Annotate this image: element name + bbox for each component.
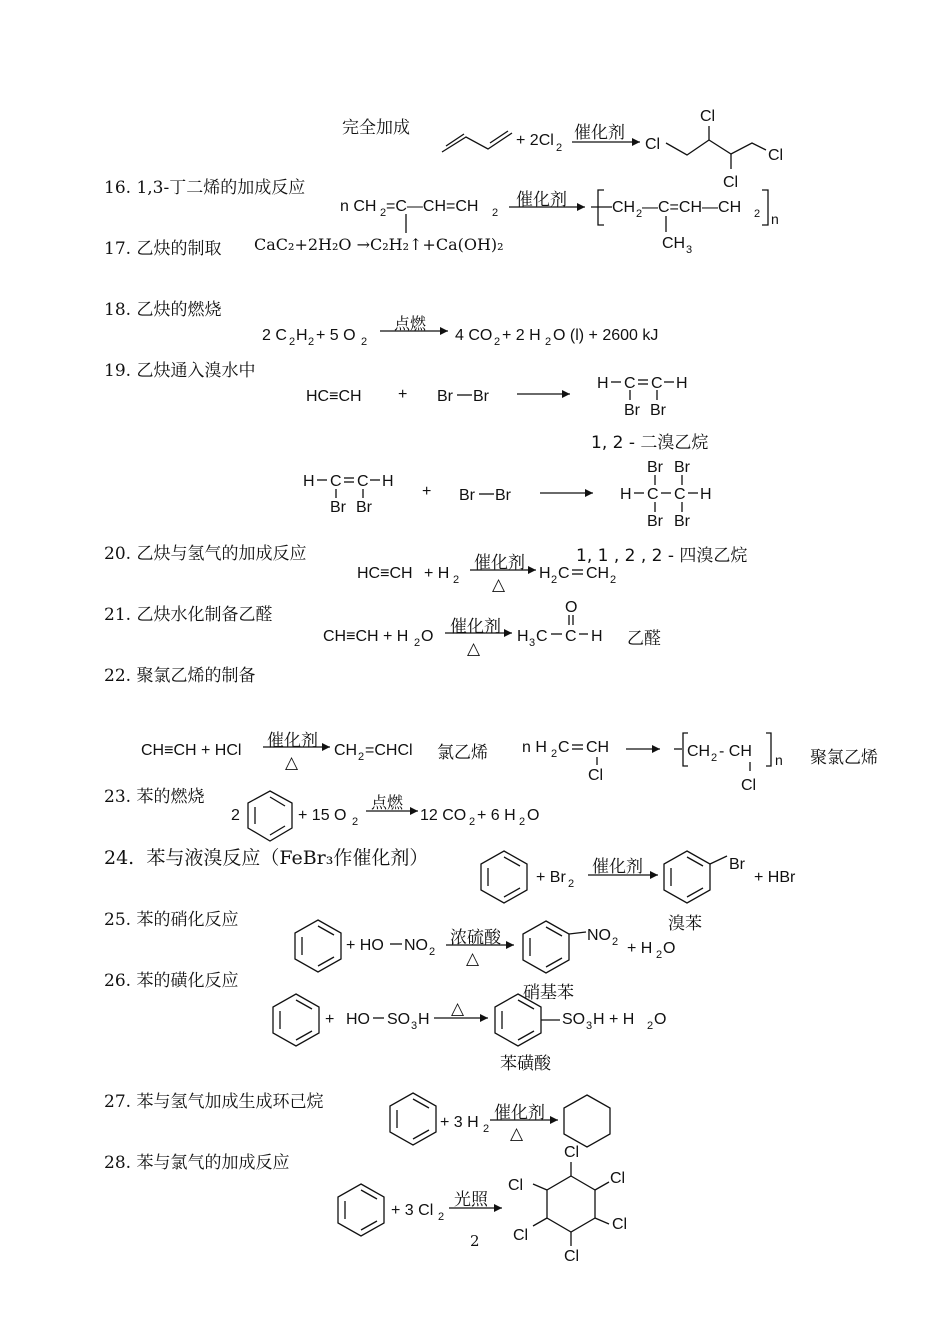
- condition-catalyst-22: 催化剂: [267, 731, 318, 751]
- svg-text:Cl: Cl: [610, 1170, 626, 1187]
- svg-text:+ 2Cl: + 2Cl: [516, 132, 554, 149]
- svg-text:2 C: 2 C: [262, 327, 287, 344]
- svg-text:2: 2: [519, 816, 526, 828]
- item-17: 17. 乙炔的制取: [104, 239, 222, 259]
- benzene-ring-27: [390, 1093, 436, 1145]
- svg-text:+ 2 H: + 2 H: [502, 327, 541, 344]
- svg-text:2: 2: [352, 816, 359, 828]
- hexachlorocyclohexane: [508, 1144, 627, 1265]
- condition-heat-20: △: [492, 575, 506, 595]
- svg-text:3: 3: [529, 637, 536, 649]
- svg-text:C: C: [647, 486, 659, 503]
- svg-text:3: 3: [686, 244, 693, 256]
- svg-text:2: 2: [414, 637, 421, 649]
- svg-text:Br: Br: [473, 388, 489, 405]
- svg-text:Br: Br: [729, 856, 745, 873]
- svg-text:Cl: Cl: [513, 1227, 529, 1244]
- svg-text:2: 2: [754, 208, 761, 220]
- svg-text:Cl: Cl: [700, 108, 716, 125]
- svg-text:2: 2: [545, 336, 552, 348]
- svg-text:H: H: [517, 628, 529, 645]
- condition-light-28: 光照: [454, 1190, 488, 1210]
- svg-text:O: O: [527, 807, 540, 824]
- svg-text:+ HBr: + HBr: [754, 869, 796, 886]
- condition-conc-sulfuric-25: 浓硫酸: [450, 928, 501, 948]
- svg-text:H: H: [418, 1011, 430, 1028]
- svg-text:O: O: [654, 1011, 667, 1028]
- svg-text:2: 2: [647, 1020, 654, 1032]
- svg-text:+ 15 O: + 15 O: [298, 807, 347, 824]
- svg-text:2: 2: [438, 1211, 445, 1223]
- svg-text:CH: CH: [586, 739, 610, 756]
- svg-text:O: O: [421, 628, 434, 645]
- svg-text:2: 2: [469, 816, 476, 828]
- svg-text:2: 2: [308, 336, 315, 348]
- svg-text:=C—CH=CH: =C—CH=CH: [386, 198, 479, 215]
- item-19: 19. 乙炔通入溴水中: [104, 361, 256, 381]
- item-22: 22. 聚氯乙烯的制备: [104, 666, 256, 686]
- bromobenzene-ring: [664, 851, 710, 903]
- svg-text:n CH: n CH: [340, 198, 377, 215]
- svg-text:+: +: [398, 386, 408, 403]
- svg-text:+ H: + H: [424, 565, 450, 582]
- svg-text:H: H: [303, 473, 315, 490]
- svg-text:3: 3: [411, 1020, 418, 1032]
- svg-text:2: 2: [568, 878, 575, 890]
- svg-text:CH: CH: [586, 565, 610, 582]
- svg-text:2: 2: [556, 142, 563, 154]
- svg-text:+ Br: + Br: [536, 869, 566, 886]
- svg-text:—C=CH—CH: —C=CH—CH: [642, 199, 742, 216]
- svg-text:2: 2: [483, 1123, 490, 1135]
- svg-text:O: O: [565, 599, 578, 616]
- condition-ignite-18: 点燃: [394, 314, 427, 333]
- item-26: 26. 苯的磺化反应: [104, 971, 239, 991]
- condition-catalyst-16: 催化剂: [516, 190, 567, 210]
- benzene-ring-23: [248, 791, 292, 841]
- svg-text:4 CO: 4 CO: [455, 327, 493, 344]
- svg-text:Br: Br: [459, 487, 475, 504]
- benzene-ring-24: [481, 851, 527, 903]
- svg-text:12 CO: 12 CO: [420, 807, 467, 824]
- svg-text:- CH: - CH: [719, 743, 752, 760]
- svg-text:C: C: [536, 628, 548, 645]
- condition-catalyst-21: 催化剂: [450, 617, 501, 637]
- item-20: 20. 乙炔与氢气的加成反应: [104, 544, 307, 564]
- svg-text:3: 3: [586, 1020, 593, 1032]
- svg-text:2: 2: [289, 336, 296, 348]
- svg-text:H: H: [539, 565, 551, 582]
- svg-text:2: 2: [358, 751, 365, 763]
- svg-text:Br: Br: [356, 499, 372, 516]
- svg-text:Br: Br: [495, 487, 511, 504]
- condition-heat-22: △: [285, 753, 299, 773]
- svg-text:2: 2: [656, 949, 663, 961]
- svg-text:+: +: [422, 483, 432, 500]
- heading-complete-addition: 完全加成: [342, 118, 410, 138]
- svg-text:CH: CH: [687, 743, 711, 760]
- svg-text:CH: CH: [612, 199, 636, 216]
- svg-text:Br: Br: [437, 388, 453, 405]
- svg-text:2: 2: [453, 574, 460, 586]
- svg-text:C: C: [558, 565, 570, 582]
- svg-text:n: n: [771, 211, 779, 227]
- svg-text:C: C: [558, 739, 570, 756]
- condition-catalyst-24: 催化剂: [592, 857, 643, 877]
- name-acetaldehyde: 乙醛: [627, 629, 661, 649]
- name-nitrobenzene: 硝基苯: [523, 983, 574, 1003]
- svg-text:Cl: Cl: [768, 147, 784, 164]
- svg-text:+ HO: + HO: [346, 937, 384, 954]
- svg-text:+ 5 O: + 5 O: [316, 327, 356, 344]
- svg-text:2: 2: [636, 208, 643, 220]
- condition-catalyst-27: 催化剂: [494, 1103, 545, 1123]
- svg-text:2: 2: [361, 336, 368, 348]
- item-23: 23. 苯的燃烧: [104, 787, 205, 807]
- svg-text:C: C: [357, 473, 369, 490]
- nitrobenzene-ring: [523, 921, 569, 973]
- svg-text:Br: Br: [624, 402, 640, 419]
- item-21: 21. 乙炔水化制备乙醛: [104, 605, 273, 625]
- svg-text:C: C: [330, 473, 342, 490]
- svg-text:Br: Br: [650, 402, 666, 419]
- svg-text:2: 2: [380, 207, 387, 219]
- svg-text:C: C: [624, 375, 636, 392]
- condition-heat-25: △: [466, 949, 480, 969]
- condition-catalyst-20: 催化剂: [474, 553, 525, 573]
- svg-text:C: C: [651, 375, 663, 392]
- svg-text:+ H: + H: [627, 940, 653, 957]
- item-16: 16. 1,3-丁二烯的加成反应: [104, 178, 306, 198]
- svg-text:Cl: Cl: [508, 1177, 524, 1194]
- svg-text:Cl: Cl: [741, 777, 757, 794]
- name-bromobenzene: 溴苯: [668, 914, 702, 934]
- item-28: 28. 苯与氯气的加成反应: [104, 1153, 290, 1173]
- svg-text:Br: Br: [647, 513, 663, 530]
- svg-text:H: H: [620, 486, 632, 503]
- svg-text:H: H: [591, 628, 603, 645]
- svg-text:+ 3 Cl: + 3 Cl: [391, 1202, 434, 1219]
- svg-text:Br: Br: [647, 459, 663, 476]
- item-27: 27. 苯与氢气加成生成环己烷: [104, 1092, 324, 1112]
- svg-text:NO: NO: [587, 927, 611, 944]
- page-number: 2: [470, 1232, 480, 1250]
- svg-text:CH≡CH + HCl: CH≡CH + HCl: [141, 742, 242, 759]
- svg-text:2: 2: [492, 207, 499, 219]
- benzene-ring-28: [338, 1184, 384, 1236]
- svg-text:Cl: Cl: [645, 136, 661, 153]
- svg-text:Br: Br: [330, 499, 346, 516]
- svg-text:H: H: [382, 473, 394, 490]
- name-benzenesulfonic-acid: 苯磺酸: [500, 1054, 551, 1074]
- name-tetrabromoethane: 1, 1 , 2 , 2 - 四溴乙烷: [576, 546, 748, 566]
- svg-text:2: 2: [494, 336, 501, 348]
- svg-text:C: C: [565, 628, 577, 645]
- svg-text:NO: NO: [404, 937, 428, 954]
- svg-text:2: 2: [711, 752, 718, 764]
- benzene-ring-26: [273, 994, 319, 1046]
- svg-text:Cl: Cl: [612, 1216, 628, 1233]
- condition-heat-26: △: [451, 999, 465, 1019]
- svg-text:n: n: [775, 752, 783, 768]
- butadiene-structure: [442, 131, 512, 152]
- svg-text:H: H: [700, 486, 712, 503]
- svg-text:2: 2: [610, 574, 617, 586]
- condition-heat-21: △: [467, 639, 481, 659]
- svg-text:CH: CH: [334, 742, 358, 759]
- svg-text:2: 2: [551, 748, 558, 760]
- svg-text:n H: n H: [522, 739, 547, 756]
- condition-catalyst-0: 催化剂: [574, 123, 625, 143]
- svg-text:H: H: [597, 375, 609, 392]
- svg-text:+ 3 H: + 3 H: [440, 1114, 479, 1131]
- name-pvc: 聚氯乙烯: [810, 748, 878, 768]
- svg-text:Cl: Cl: [723, 174, 739, 191]
- svg-text:2: 2: [551, 574, 558, 586]
- svg-text:H: H: [676, 375, 688, 392]
- svg-text:H: H: [296, 327, 308, 344]
- svg-text:Cl: Cl: [564, 1144, 580, 1161]
- svg-text:Br: Br: [674, 513, 690, 530]
- cyclohexane-ring: [564, 1095, 610, 1147]
- svg-text:+ 6 H: + 6 H: [477, 807, 516, 824]
- svg-text:2: 2: [429, 946, 436, 958]
- svg-text:Br: Br: [674, 459, 690, 476]
- svg-text:+: +: [325, 1011, 335, 1028]
- name-dibromoethane: 1, 2 - 二溴乙烷: [591, 433, 709, 453]
- svg-text:O (l) + 2600 kJ: O (l) + 2600 kJ: [553, 327, 659, 344]
- svg-text:CH: CH: [662, 235, 686, 252]
- condition-heat-27: △: [510, 1124, 524, 1144]
- svg-text:SO: SO: [562, 1011, 586, 1028]
- svg-text:CH≡CH + H: CH≡CH + H: [323, 628, 409, 645]
- svg-text:2: 2: [231, 807, 240, 824]
- svg-text:2: 2: [612, 936, 619, 948]
- svg-text:SO: SO: [387, 1011, 411, 1028]
- name-vinyl-chloride: 氯乙烯: [437, 743, 488, 763]
- item-24: 24. 苯与液溴反应（FeBr₃作催化剂）: [104, 847, 429, 869]
- svg-text:=CHCl: =CHCl: [365, 742, 413, 759]
- svg-text:Cl: Cl: [588, 767, 604, 784]
- benzene-ring-25: [295, 920, 341, 972]
- svg-text:HO: HO: [346, 1011, 370, 1028]
- item-18: 18. 乙炔的燃烧: [104, 300, 222, 320]
- equation-17: CaC₂+2H₂O →C₂H₂↑+Ca(OH)₂: [254, 235, 504, 254]
- svg-text:H + H: H + H: [593, 1011, 635, 1028]
- svg-text:O: O: [663, 940, 676, 957]
- svg-text:Cl: Cl: [564, 1248, 580, 1265]
- item-25: 25. 苯的硝化反应: [104, 910, 239, 930]
- svg-text:HC≡CH: HC≡CH: [306, 388, 362, 405]
- condition-ignite-23: 点燃: [371, 793, 404, 812]
- svg-text:HC≡CH: HC≡CH: [357, 565, 413, 582]
- svg-text:C: C: [674, 486, 686, 503]
